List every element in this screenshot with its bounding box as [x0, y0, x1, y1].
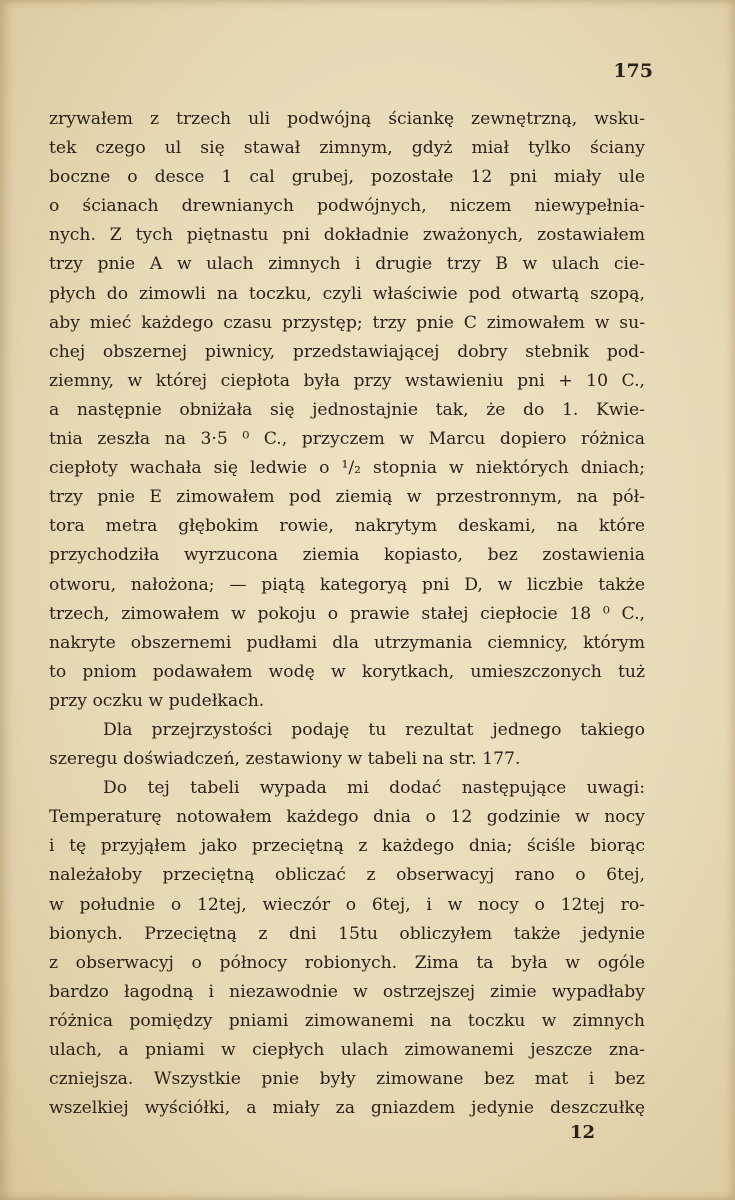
- text-line: różnica pomiędzy pniami zimowanemi na toczku w zimnych: [49, 1010, 645, 1031]
- text-line: czniejsza. Wszystkie pnie były zimowane bez mat i bez: [49, 1069, 645, 1090]
- text-line: trzy pnie A w ulach zimnych i drugie trzy B w ulach cie-: [49, 254, 645, 275]
- text-line: i tę przyjąłem jako przeciętną z każdego dnia; ściśle biorąc: [49, 836, 645, 857]
- text-line: aby mieć każdego czasu przystęp; trzy pnie C zimowałem w su-: [49, 312, 645, 333]
- text-line: bardzo łagodną i niezawodnie w ostrzejszej zimie wypadłaby: [49, 981, 645, 1002]
- text-line: bionych. Przeciętną z dni 15tu obliczyłem także jedynie: [49, 923, 645, 944]
- text-line: tnia zeszła na 3·5 ⁰ C., przyczem w Marcu dopiero różnica: [49, 429, 645, 450]
- text-line: ulach, a pniami w ciepłych ulach zimowanemi jeszcze zna-: [49, 1040, 645, 1060]
- text-line: to pniom podawałem wodę w korytkach, umieszczonych tuż: [49, 661, 645, 682]
- text-line: szeregu doświadczeń, zestawiony w tabeli na str. 177.: [49, 749, 521, 770]
- text-line: przy oczku w pudełkach.: [49, 690, 265, 711]
- text-line: o ścianach drewnianych podwójnych, niczem niewypełnia-: [49, 196, 645, 217]
- text-line: chej obszernej piwnicy, przedstawiającej dobry stebnik pod-: [49, 341, 645, 362]
- text-line: Temperaturę notowałem każdego dnia o 12 godzinie w nocy: [49, 807, 645, 828]
- text-line: ziemny, w której ciepłota była przy wstawieniu pni + 10 C.,: [49, 370, 645, 391]
- body-text: [49, 105, 645, 1123]
- text-line: płych do zimowli na toczku, czyli właściwie pod otwartą szopą,: [49, 283, 645, 304]
- text-line: przychodziła wyrzucona ziemia kopiasto, bez zostawienia: [49, 545, 645, 566]
- text-line: trzech, zimowałem w pokoju o prawie stałej ciepłocie 18 ⁰ C.,: [49, 603, 645, 624]
- text-line: trzy pnie E zimowałem pod ziemią w przestronnym, na pół-: [49, 487, 645, 508]
- text-line: nakryte obszernemi pudłami dla utrzymania ciemnicy, którym: [49, 632, 645, 653]
- text-line: ciepłoty wachała się ledwie o ¹/₂ stopnia w niektórych dniach;: [49, 458, 645, 479]
- text-line: zrywałem z trzech uli podwójną ściankę zewnętrzną, wsku-: [49, 109, 645, 129]
- text-line: tora metra głębokim rowie, nakrytym deskami, na które: [49, 516, 645, 537]
- page-number: 175: [613, 60, 653, 82]
- text-line: tek czego ul się stawał zimnym, gdyż miał tylko ściany: [49, 138, 645, 159]
- signature-mark: 12: [569, 1122, 595, 1143]
- text-line: nych. Z tych piętnastu pni dokładnie zważonych, zostawiałem: [49, 225, 645, 246]
- text-line: boczne o desce 1 cal grubej, pozostałe 12 pni miały ule: [49, 167, 645, 188]
- text-line: należałoby przeciętną obliczać z obserwacyj rano o 6tej,: [49, 865, 645, 886]
- text-line: w południe o 12tej, wieczór o 6tej, i w nocy o 12tej ro-: [49, 894, 645, 915]
- text-line: Dla przejrzystości podaję tu rezultat jednego takiego: [103, 719, 645, 740]
- text-line: otworu, nałożona; — piątą kategoryą pni D, w liczbie także: [49, 574, 645, 595]
- text-line: wszelkiej wyściółki, a miały za gniazdem jedynie deszczułkę: [49, 1098, 645, 1119]
- text-line: a następnie obniżała się jednostajnie tak, że do 1. Kwie-: [49, 399, 645, 420]
- text-line: Do tej tabeli wypada mi dodać następujące uwagi:: [103, 778, 645, 799]
- text-line: z obserwacyj o północy robionych. Zima ta była w ogóle: [49, 952, 645, 973]
